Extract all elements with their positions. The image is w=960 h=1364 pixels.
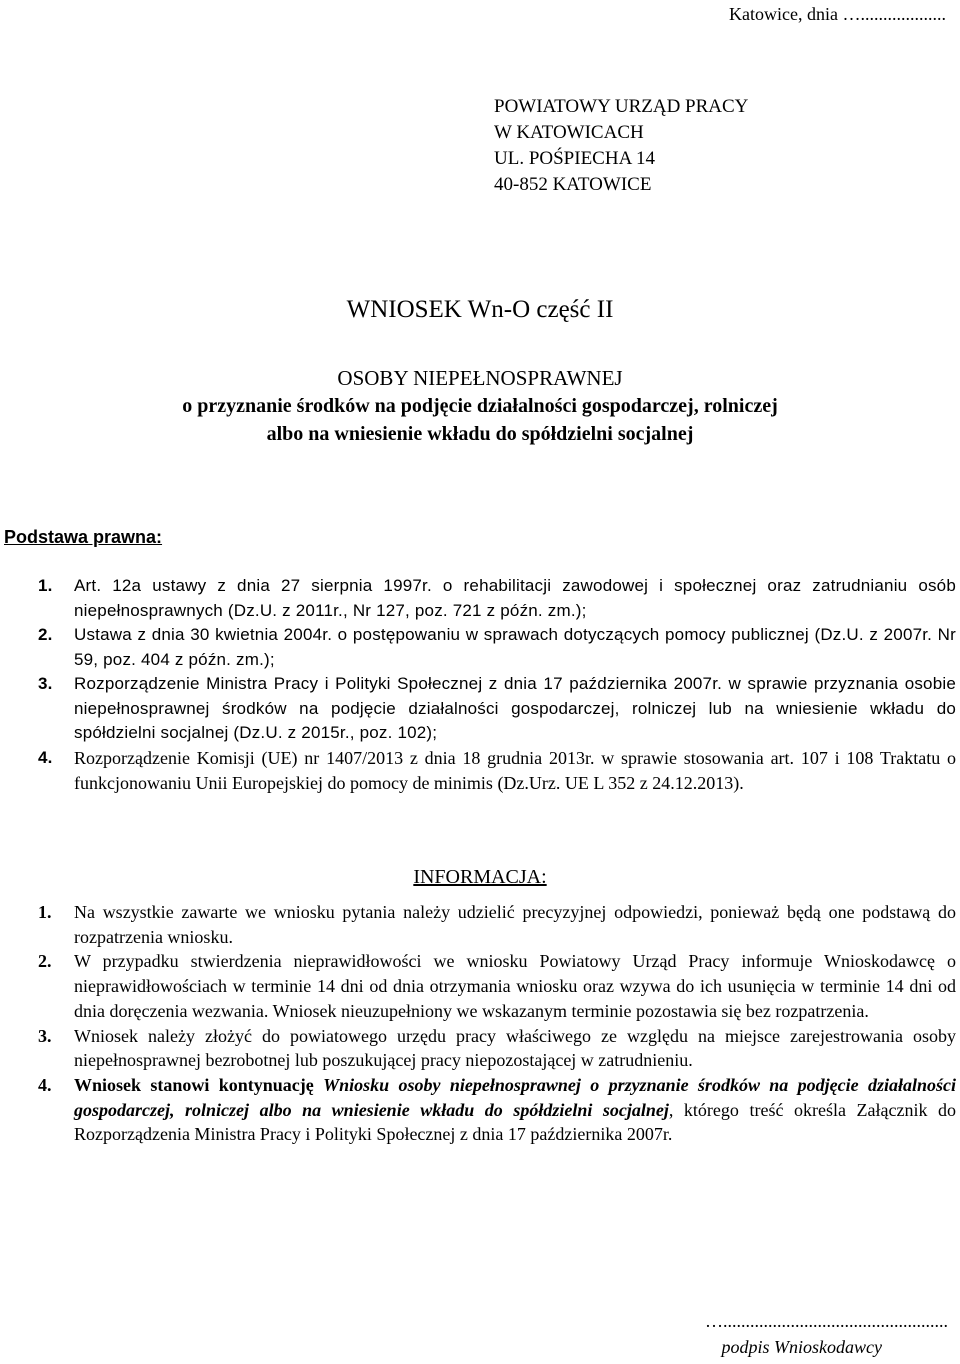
information-item (38, 949, 956, 1023)
item-number: 3. (38, 1025, 52, 1046)
legal-basis-item (38, 574, 956, 623)
legal-basis-heading: Podstawa prawna: (4, 527, 163, 547)
item-text: , którego treść określa Załącznik do Rozporządzenia Ministra Pracy i Polityki Społecznej z dnia 17 października 2007r. (74, 1099, 956, 1145)
item-number: 4. (38, 1074, 52, 1095)
item-number: 2. (38, 625, 53, 644)
information-list (38, 900, 956, 1147)
address-line: 40-852 KATOWICE (494, 174, 652, 195)
information-item (38, 1024, 956, 1073)
document-subtitle (0, 364, 960, 448)
legal-basis-item (38, 623, 956, 672)
item-number: 3. (38, 674, 53, 693)
legal-basis-item (38, 746, 956, 797)
signature-line: ….................................................. (705, 1311, 948, 1331)
item-text: Na wszystkie zawarte we wniosku pytania należy udzielić precyzyjnej odpowiedzi, ponieważ będą one podstawą do rozpatrzenia wniosku. (74, 902, 956, 947)
office-address (494, 94, 748, 198)
document-title: WNIOSEK Wn-O część II (346, 296, 614, 323)
item-bold-text: Wniosek stanowi kontynuację (74, 1074, 314, 1095)
information-heading-text: INFORMACJA: (413, 866, 547, 888)
information-item (38, 900, 956, 949)
item-text: Art. 12a ustawy z dnia 27 sierpnia 1997r. o rehabilitacji zawodowej i społecznej oraz zatrudnianiu osób niepełnosprawnych (Dz.U. z 2011r., Nr 127, poz. 721 z późn. zm.); (74, 576, 956, 620)
information-item (38, 1073, 956, 1147)
item-number: 4. (38, 747, 53, 767)
item-text: Ustawa z dnia 30 kwietnia 2004r. o postępowaniu w sprawach dotyczących pomocy publicznej (Dz.U. z 2007r. Nr 59, poz. 404 z późn. zm.); (74, 625, 956, 669)
information-heading (0, 866, 960, 889)
legal-basis-item (38, 672, 956, 746)
signature-label: podpis Wnioskodawcy (721, 1337, 882, 1357)
subtitle-line: o przyznanie środków na podjęcie działalności gospodarczej, rolniczej (182, 395, 778, 417)
subtitle-line: albo na wniesienie wkładu do spółdzielni socjalnej (266, 423, 694, 445)
item-number: 1. (38, 902, 52, 922)
address-line: W KATOWICACH (494, 122, 644, 143)
legal-basis-list (38, 574, 956, 797)
address-line: UL. POŚPIECHA 14 (494, 148, 655, 169)
item-number: 2. (38, 951, 52, 972)
item-bold-italic-text: Wniosku osoby niepełnosprawnej o przyznanie środków na podjęcie działalności gospodarczej, rolniczej albo na wniesienie wkładu do spółdzielni socjalnej (74, 1074, 956, 1120)
subtitle-line: OSOBY NIEPEŁNOSPRAWNEJ (337, 366, 623, 390)
address-line: POWIATOWY URZĄD PRACY (494, 96, 749, 117)
item-text: Wniosek należy złożyć do powiatowego urzędu pracy właściwego ze względu na miejsce zarejestrowania osoby niepełnosprawnej bezrobotnej lub poszukującej pracy niepozostającej w zatrudnieniu. (74, 1025, 956, 1071)
item-text: Rozporządzenie Ministra Pracy i Polityki Społecznej z dnia 17 października 2007r. w sprawie przyznania osobie niepełnosprawnej środków na podjęcie działalności gospodarczej, rolniczej lub na wniesienie wkładu do spółdzielni socjalnej (Dz.U. z 2015r., poz. 102); (74, 674, 956, 742)
item-number: 1. (38, 576, 53, 595)
item-text: Rozporządzenie Komisji (UE) nr 1407/2013 z dnia 18 grudnia 2013r. w sprawie stosowania art. 107 i 108 Traktatu o funkcjonowaniu Unii Europejskiej do pomocy de minimis (Dz.Urz. UE L 352 z 24.12.2013). (74, 747, 956, 793)
date-field: Katowice, dnia …................... (729, 4, 946, 24)
item-text: W przypadku stwierdzenia nieprawidłowości we wniosku Powiatowy Urząd Pracy informuje Wnioskodawcę o nieprawidłowościach w terminie 14 dni od dnia otrzymania wniosku oraz wzywa do ich usunięcia w terminie 14 dni od dnia doręczenia wezwania. Wniosek nieuzupełniony we wskazanym terminie pozostawia się bez rozpatrzenia. (74, 951, 956, 1021)
